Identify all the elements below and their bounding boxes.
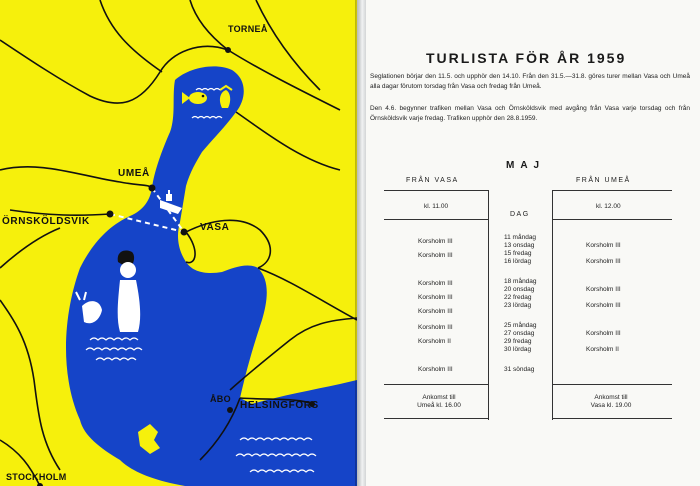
vasa-departure: Korsholm III	[418, 252, 453, 259]
vasa-departure: Korsholm II	[418, 338, 451, 345]
day-row: 30 lördag	[504, 346, 532, 353]
label-stockholm: STOCKHOLM	[6, 472, 67, 482]
day-row: 11 måndag	[504, 234, 537, 241]
town-dot-tornea	[225, 47, 231, 53]
day-row: 25 måndag	[504, 322, 537, 329]
month-heading: MAJ	[506, 160, 546, 171]
arrival-umea-line2: Umeå kl. 16.00	[417, 402, 461, 409]
vasa-departure: Korsholm III	[418, 280, 453, 287]
label-ornskoldsvik: ÖRNSKÖLDSVIK	[2, 216, 90, 227]
rule	[384, 384, 488, 385]
vasa-departure: Korsholm III	[418, 294, 453, 301]
vasa-departure: Korsholm III	[418, 308, 453, 315]
day-row: 23 lördag	[504, 302, 532, 309]
vasa-departure: Korsholm III	[418, 366, 453, 373]
day-row: 13 onsdag	[504, 242, 535, 249]
day-row: 18 måndag	[504, 278, 537, 285]
rule	[384, 190, 488, 191]
rule	[552, 418, 672, 419]
arrival-vasa-line1: Ankomst till	[594, 394, 628, 401]
umea-departure: Korsholm III	[586, 330, 621, 337]
day-row: 31 söndag	[504, 366, 535, 373]
day-row: 27 onsdag	[504, 330, 535, 337]
vasa-departure: Korsholm III	[418, 324, 453, 331]
column-header-from-umea: FRÅN UMEÅ	[576, 177, 631, 184]
rule	[552, 190, 672, 191]
time-from-vasa: kl. 11.00	[424, 203, 449, 210]
arrival-umea-line1: Ankomst till	[422, 394, 456, 401]
umea-departure: Korsholm II	[586, 346, 619, 353]
arrival-vasa-line2: Vasa kl. 19.00	[590, 402, 632, 409]
day-row: 15 fredag	[504, 250, 532, 257]
label-umea: UMEÅ	[118, 168, 150, 179]
day-row: 29 fredag	[504, 338, 532, 345]
rule	[384, 219, 488, 220]
column-header-day: DAG	[510, 211, 530, 218]
umea-departure: Korsholm III	[586, 258, 621, 265]
time-from-umea: kl. 12.00	[596, 203, 621, 210]
label-abo: ÅBO	[210, 394, 231, 404]
rule	[552, 384, 672, 385]
column-header-from-vasa: FRÅN VASA	[406, 177, 459, 184]
rule	[384, 418, 488, 419]
town-dot-umea	[149, 185, 156, 192]
column-divider	[488, 190, 489, 420]
umea-departure: Korsholm III	[586, 302, 621, 309]
label-vasa: VASA	[200, 222, 230, 233]
intro-paragraph-1: Seglationen börjar den 11.5. och upphör den 14.10. Från den 31.5.—31.8. göres turer mellan Vasa och Umeå alla dagar förutom torsdag från Vasa och fredag från Umeå.	[370, 73, 690, 90]
umea-departure: Korsholm III	[586, 286, 621, 293]
column-divider	[552, 190, 553, 420]
intro-paragraph-2: Den 4.6. begynner trafiken mellan Vasa och Örnsköldsvik med avgång från Vasa varje torsdag och från Örnsköldsvik varje fredag. Trafiken upphör den 28.8.1959.	[370, 105, 690, 122]
page-title: TURLISTA FÖR ÅR 1959	[426, 50, 627, 66]
rule	[552, 219, 672, 220]
day-row: 22 fredag	[504, 294, 532, 301]
label-tornea: TORNEÅ	[228, 24, 268, 34]
sea-area	[66, 66, 357, 486]
timetable-page	[366, 0, 700, 486]
day-row: 20 onsdag	[504, 286, 535, 293]
umea-departure: Korsholm III	[586, 242, 621, 249]
town-dot-abo	[227, 407, 233, 413]
label-helsingfors: HELSINGFORS	[240, 400, 319, 411]
town-dot-ornskoldsvik	[107, 211, 114, 218]
day-row: 16 lördag	[504, 258, 532, 265]
town-dot-vasa	[181, 229, 188, 236]
vasa-departure: Korsholm III	[418, 238, 453, 245]
